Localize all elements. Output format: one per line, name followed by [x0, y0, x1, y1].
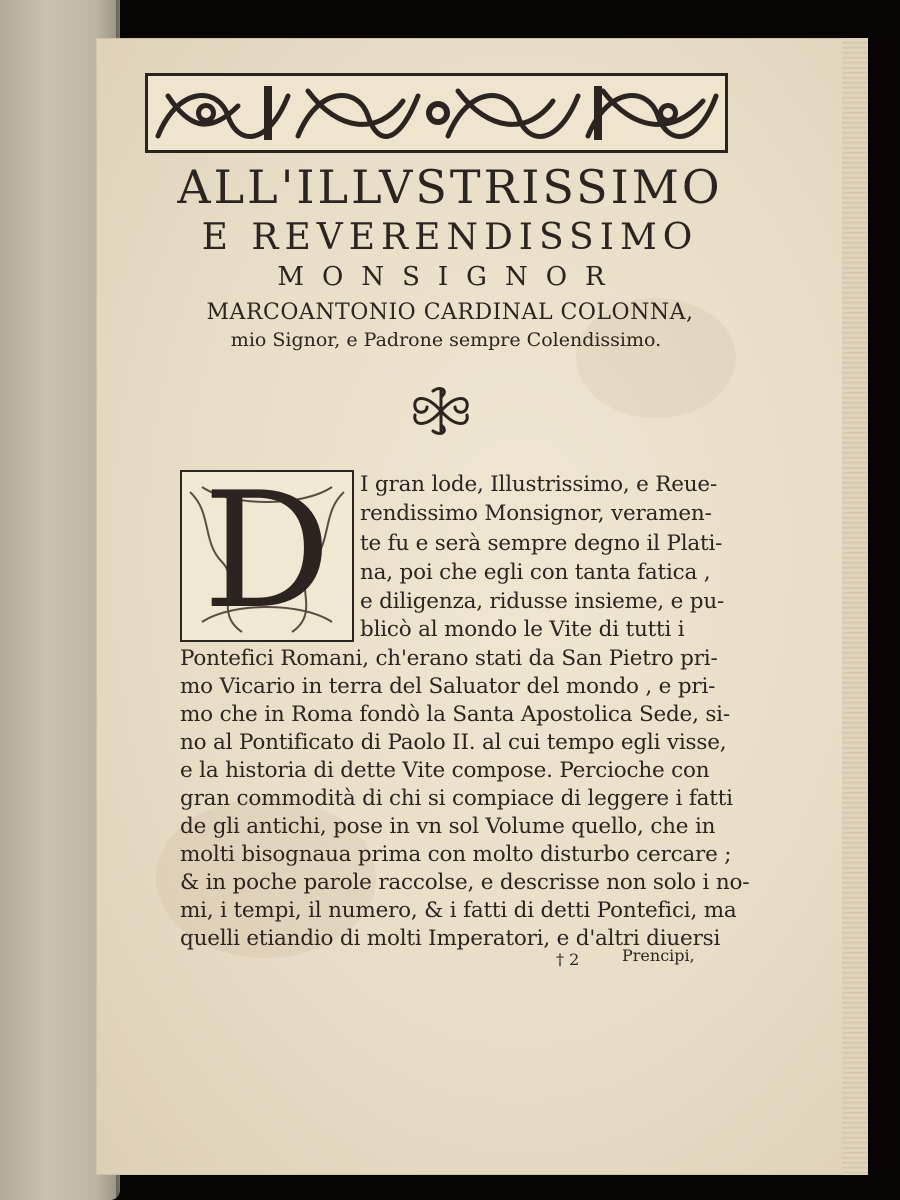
body-line: gran commodità di chi si compiace di leggere i fatti	[180, 786, 733, 811]
body-line: no al Pontificato di Paolo II. al cui tempo egli visse,	[180, 730, 727, 755]
body-line: de gli antichi, pose in vn sol Volume quello, che in	[180, 814, 716, 839]
body-line: e diligenza, ridusse insieme, e pu-	[360, 589, 725, 614]
ornamental-headpiece	[145, 73, 728, 153]
body-line: mi, i tempi, il numero, & i fatti di detti Pontefici, ma	[180, 898, 737, 923]
body-line: & in poche parole raccolse, e descrisse non solo i no-	[180, 870, 750, 895]
body-line: Pontefici Romani, ch'erano stati da San Pietro pri-	[180, 646, 718, 671]
heading-line-4: MARCOANTONIO CARDINAL COLONNA,	[206, 300, 694, 325]
heading-line-2: E REVERENDISSIMO	[201, 217, 699, 258]
body-line: mo che in Roma fondò la Santa Apostolica Sede, si-	[180, 702, 730, 727]
body-line: I gran lode, Illustrissimo, e Reue-	[360, 472, 718, 497]
initial-letter: D	[202, 457, 332, 644]
body-line: mo Vicario in terra del Saluator del mondo , e pri-	[180, 674, 716, 699]
heading-line-1: ALL'ILLVSTRISSIMO	[177, 160, 723, 214]
heading-line-5: mio Signor, e Padrone sempre Colendissimo.	[230, 329, 662, 351]
body-line: na, poi che egli con tanta fatica ,	[360, 560, 711, 585]
body-line: te fu e serà sempre degno il Plati-	[360, 531, 723, 556]
decorated-initial	[180, 457, 354, 644]
body-line: e la historia di dette Vite compose. Percioche con	[180, 758, 710, 783]
body-line: molti bisognaua prima con molto disturbo cercare ;	[180, 842, 732, 867]
catchword: Prencipi,	[622, 946, 695, 965]
fleuron-ornament-icon	[405, 383, 477, 439]
heading-line-3: MONSIGNOR	[277, 262, 623, 292]
body-line: rendissimo Monsignor, veramen-	[360, 501, 712, 526]
body-line: blicò al mondo le Vite di tutti i	[360, 617, 685, 642]
body-line: quelli etiandio di molti Imperatori, e d'altri diuersi	[180, 926, 721, 951]
signature-mark: † 2	[556, 950, 580, 969]
